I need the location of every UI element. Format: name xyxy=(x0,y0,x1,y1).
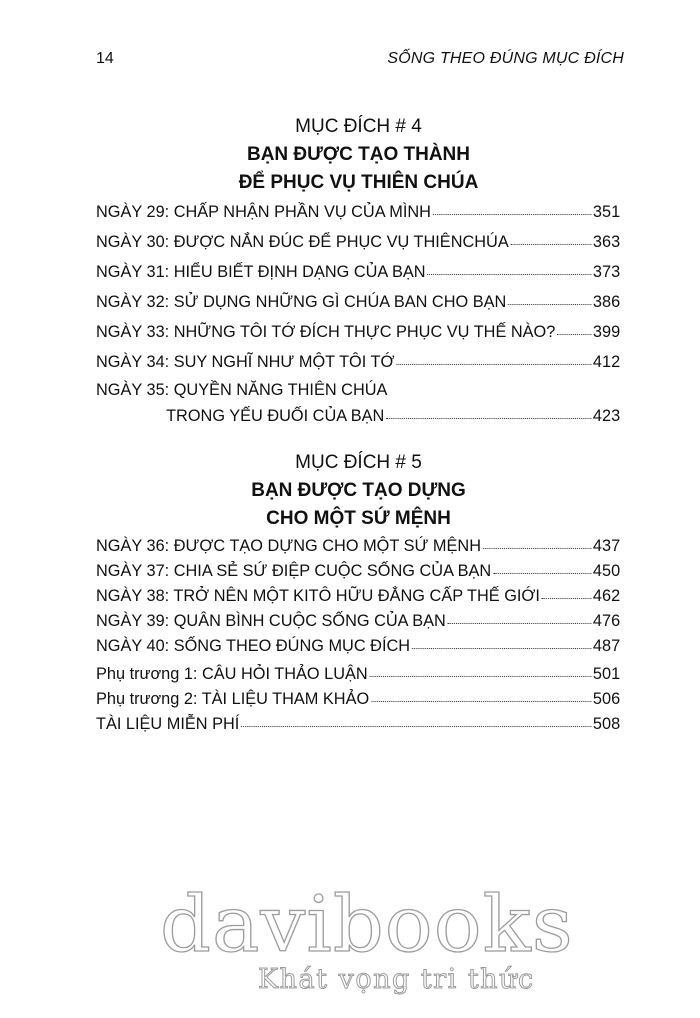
toc-entry[interactable] xyxy=(96,317,620,347)
toc-entry-page: 487 xyxy=(592,636,621,655)
purpose4-label: MỤC ĐÍCH # 4 xyxy=(295,116,422,137)
toc-entry-page: 412 xyxy=(592,352,621,371)
dot-leader xyxy=(511,240,591,245)
toc-entry-page: 506 xyxy=(592,689,621,708)
purpose4-heading xyxy=(96,113,621,197)
running-title: SỐNG THEO ĐÚNG MỤC ĐÍCH xyxy=(387,50,624,67)
toc-entry-title: NGÀY 30: ĐƯỢC NẮN ĐÚC ĐỂ PHỤC VỤ THIÊNCHÚA xyxy=(96,232,509,251)
toc-entry-title: NGÀY 37: CHIA SẺ SỨ ĐIỆP CUỘC SỐNG CỦA BẠN xyxy=(96,561,492,580)
dot-leader xyxy=(483,544,591,549)
dot-leader xyxy=(433,210,591,215)
toc-entry-title: NGÀY 31: HIỂU BIẾT ĐỊNH DẠNG CỦA BẠN xyxy=(96,262,426,281)
dot-leader xyxy=(427,270,591,275)
toc-entry-title: Phụ trương 2: TÀI LIỆU THAM KHẢO xyxy=(96,689,370,708)
toc-entry-title: NGÀY 34: SUY NGHĨ NHƯ MỘT TÔI TỚ xyxy=(96,352,395,371)
purpose4-title-line1: BẠN ĐƯỢC TẠO THÀNH xyxy=(246,144,470,165)
purpose5-title-line1: BẠN ĐƯỢC TẠO DỰNG xyxy=(251,480,466,501)
toc-entry-title: NGÀY 32: SỬ DỤNG NHỮNG GÌ CHÚA BAN CHO BẠN xyxy=(96,292,507,311)
toc-entry-page: 399 xyxy=(592,322,621,341)
toc-entry-title: Phụ trương 1: CÂU HỎI THẢO LUẬN xyxy=(96,664,368,683)
toc-entry[interactable] xyxy=(96,711,620,736)
toc-entry-title: NGÀY 35: QUYỀN NĂNG THIÊN CHÚA xyxy=(96,380,388,399)
toc-entry-title: NGÀY 33: NHỮNG TÔI TỚ ĐÍCH THỰC PHỤC VỤ THẾ NÀO? xyxy=(96,322,556,341)
toc-entry[interactable] xyxy=(96,377,620,429)
toc-entry[interactable] xyxy=(96,227,620,257)
purpose4-toc xyxy=(96,197,621,429)
toc-entry[interactable] xyxy=(96,558,620,583)
purpose5-title-line2: CHO MỘT SỨ MỆNH xyxy=(266,508,451,529)
toc-entry-title: TÀI LIỆU MIỄN PHÍ xyxy=(96,714,240,733)
toc-entry-page: 423 xyxy=(592,406,621,425)
toc-entry-page: 462 xyxy=(592,586,621,605)
toc-entry[interactable] xyxy=(96,347,620,377)
dot-leader xyxy=(396,360,591,365)
toc-entry-title: NGÀY 36: ĐƯỢC TẠO DỰNG CHO MỘT SỨ MỆNH xyxy=(96,536,481,555)
dot-leader xyxy=(241,722,591,727)
toc-entry-page: 437 xyxy=(592,536,621,555)
purpose4-title-line2: ĐỂ PHỤC VỤ THIÊN CHÚA xyxy=(238,172,479,193)
appendix-toc xyxy=(96,661,621,736)
toc-entry-page: 450 xyxy=(592,561,621,580)
toc-entry[interactable] xyxy=(96,686,620,711)
toc-entry[interactable] xyxy=(96,197,620,227)
toc-entry-title-continued: TRONG YẾU ĐUỐI CỦA BẠN xyxy=(166,406,385,425)
purpose5-toc xyxy=(96,533,621,658)
toc-entry-page: 373 xyxy=(592,262,621,281)
dot-leader xyxy=(370,672,591,677)
toc-entry[interactable] xyxy=(96,608,620,633)
watermark-slogan: Khát vọng tri thức xyxy=(258,964,535,995)
toc-entry[interactable] xyxy=(96,287,620,317)
toc-entry-page: 363 xyxy=(592,232,621,251)
toc-entry-page: 476 xyxy=(592,611,621,630)
toc-entry[interactable] xyxy=(96,257,620,287)
dot-leader xyxy=(386,414,591,419)
watermark-brand: davibooks xyxy=(160,880,574,970)
page-header xyxy=(96,50,624,74)
dot-leader xyxy=(412,644,591,649)
watermark xyxy=(0,880,700,1010)
toc-entry[interactable] xyxy=(96,583,620,608)
dot-leader xyxy=(557,330,591,335)
dot-leader xyxy=(371,697,591,702)
dot-leader xyxy=(508,300,591,305)
purpose5-label: MỤC ĐÍCH # 5 xyxy=(295,452,422,473)
toc-entry-page: 351 xyxy=(592,202,621,221)
dot-leader xyxy=(542,594,591,599)
toc-entry[interactable] xyxy=(96,661,620,686)
toc-entry-page: 501 xyxy=(592,664,621,683)
toc-entry-title: NGÀY 29: CHẤP NHẬN PHẦN VỤ CỦA MÌNH xyxy=(96,202,431,221)
toc-entry-title: NGÀY 38: TRỞ NÊN MỘT KITÔ HỮU ĐẲNG CẤP THẾ GIỚI xyxy=(96,586,540,605)
page-number: 14 xyxy=(96,50,114,67)
toc-entry-page: 508 xyxy=(592,714,621,733)
toc-entry-page: 386 xyxy=(592,292,621,311)
toc-entry[interactable] xyxy=(96,533,620,558)
purpose5-heading xyxy=(96,449,621,533)
toc-entry-title: NGÀY 40: SỐNG THEO ĐÚNG MỤC ĐÍCH xyxy=(96,636,411,655)
toc-entry-title: NGÀY 39: QUÂN BÌNH CUỘC SỐNG CỦA BẠN xyxy=(96,611,446,630)
dot-leader xyxy=(448,619,591,624)
toc-entry[interactable] xyxy=(96,633,620,658)
dot-leader xyxy=(493,569,591,574)
